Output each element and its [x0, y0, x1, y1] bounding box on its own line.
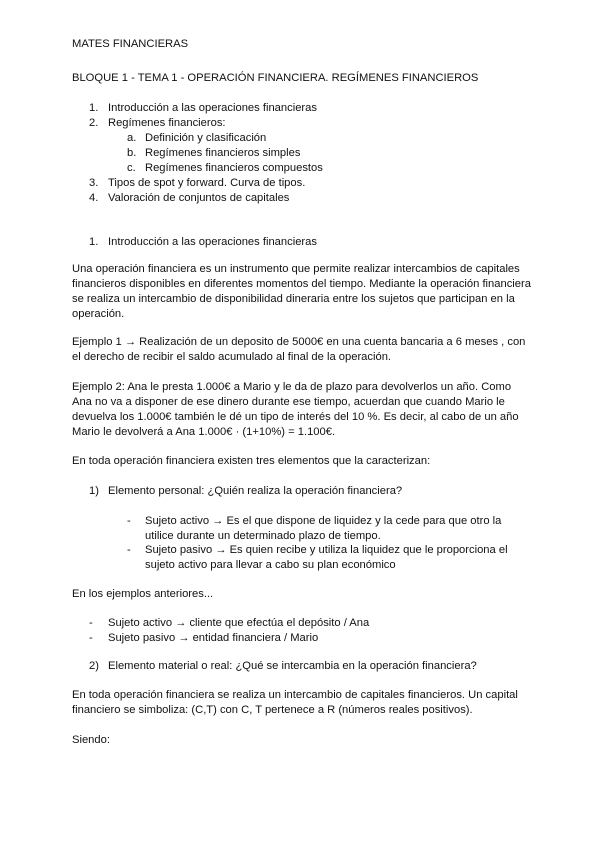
- section-1-title: Introducción a las operaciones financieras: [108, 236, 317, 248]
- example-2-paragraph: [72, 380, 528, 440]
- element-2-number: 2): [89, 660, 99, 672]
- toc-subitem-b: Regímenes financieros simples: [145, 147, 301, 159]
- paragraph-line: En toda operación financiera se realiza un intercambio de capitales financieros. Un capital: [72, 689, 518, 701]
- toc-subitem-a-letter: a.: [127, 132, 137, 144]
- paragraph-line: Ejemplo 2: Ana le presta 1.000€ a Mario y le da de plazo para devolverlos un año. Como: [72, 381, 512, 393]
- paragraph-line: financiero se simboliza: (C,T) con C, T pertenece a R (números reales positivos).: [72, 704, 473, 716]
- bullet-line: Sujeto activo → cliente que efectúa el depósito / Ana: [108, 617, 370, 629]
- bullet-line: Sujeto pasivo → entidad financiera / Mario: [108, 632, 319, 644]
- bullet-line: sujeto activo para llevar a cabo su plan económico: [145, 559, 396, 571]
- toc-item-2: Regímenes financieros:: [108, 117, 226, 129]
- bullet-line: utilice durante un determinado plazo de tiempo.: [145, 530, 381, 542]
- elements-intro: En toda operación financiera existen tres elementos que la caracterizan:: [72, 455, 431, 467]
- element-1-title: Elemento personal: ¿Quién realiza la operación financiera?: [108, 485, 403, 497]
- toc-item-4-number: 4.: [89, 192, 99, 204]
- paragraph-line: Mario le devolverá a Ana 1.000€ · (1+10%) = 1.100€.: [72, 426, 336, 438]
- examples-intro: En los ejemplos anteriores...: [72, 588, 214, 600]
- toc-item-3: Tipos de spot y forward. Curva de tipos.: [108, 177, 306, 189]
- bullet-line: Sujeto activo → Es el que dispone de liquidez y la cede para que otro la: [145, 515, 502, 527]
- toc-item-2-number: 2.: [89, 117, 99, 129]
- bullet-dash: -: [127, 544, 131, 556]
- block-title: BLOQUE 1 - TEMA 1 - OPERACIÓN FINANCIERA. REGÍMENES FINANCIEROS: [72, 72, 479, 84]
- siendo-label: Siendo:: [72, 734, 110, 746]
- paragraph-line: el derecho de recibir el saldo acumulado al final de la operación.: [72, 351, 392, 363]
- element-2-title: Elemento material o real: ¿Qué se intercambia en la operación financiera?: [108, 660, 477, 672]
- intro-paragraph: [72, 262, 531, 322]
- section-1-number: 1.: [89, 236, 99, 248]
- paragraph-line: operación.: [72, 308, 125, 320]
- toc-item-1: Introducción a las operaciones financieras: [108, 102, 317, 114]
- toc-item-1-number: 1.: [89, 102, 99, 114]
- toc-subitem-c: Regímenes financieros compuestos: [145, 162, 323, 174]
- paragraph-line: se realiza un intercambio de disponibilidad dineraria entre los sujetos que participan en la: [72, 293, 515, 305]
- bullet-dash: -: [89, 632, 93, 644]
- toc-item-3-number: 3.: [89, 177, 99, 189]
- toc-subitem-a: Definición y clasificación: [145, 132, 267, 144]
- bullet-dash: -: [127, 515, 131, 527]
- document-header: MATES FINANCIERAS: [72, 38, 189, 50]
- paragraph-line: financieros disponibles en diferentes momentos del tiempo. Mediante la operación financiera: [72, 278, 531, 290]
- paragraph-line: Ana no va a disponer de ese dinero durante ese tiempo, acuerdan que cuando Mario le: [72, 396, 505, 408]
- paragraph-line: Una operación financiera es un instrumento que permite realizar intercambios de capitales: [72, 263, 520, 275]
- toc-subitem-b-letter: b.: [127, 147, 137, 159]
- bullet-line: Sujeto pasivo → Es quien recibe y utiliza la liquidez que le proporciona el: [145, 544, 508, 556]
- example-1-paragraph: [72, 335, 528, 365]
- toc-item-4: Valoración de conjuntos de capitales: [108, 192, 290, 204]
- capital-paragraph: [72, 688, 528, 718]
- toc-subitem-c-letter: c.: [127, 162, 136, 174]
- element-1-number: 1): [89, 485, 99, 497]
- paragraph-line: devuelva los 1.000€ también le dé un tipo de interés del 10 %. Es decir, al cabo de un año: [72, 411, 519, 423]
- paragraph-line: Ejemplo 1 → Realización de un deposito de 5000€ en una cuenta bancaria a 6 meses , con: [72, 336, 526, 348]
- bullet-dash: -: [89, 617, 93, 629]
